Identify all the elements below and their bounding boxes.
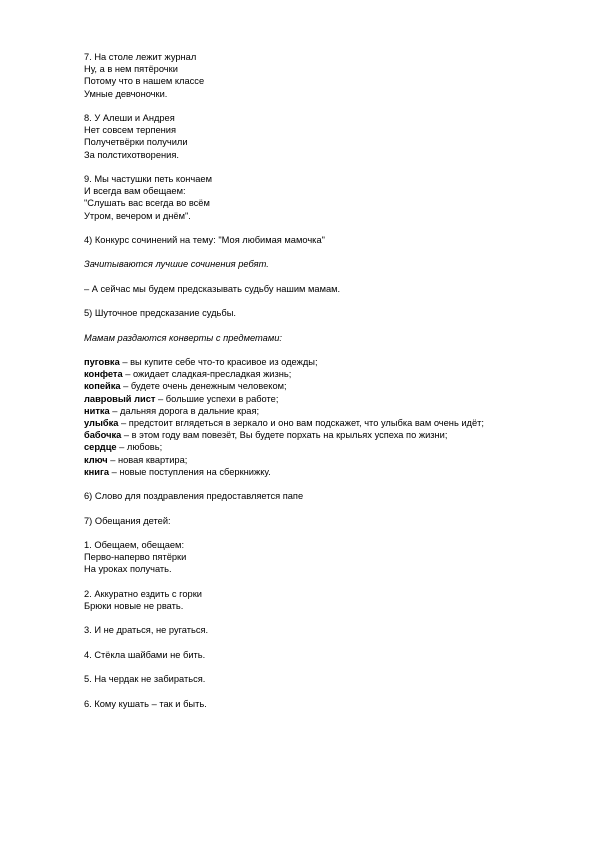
- fortune-item-text: – новая квартира;: [107, 454, 188, 465]
- fortune-item-text: – вы купите себе что-то красивое из одежды;: [119, 356, 318, 367]
- promise-5: 5. На чердак не забираться.: [84, 674, 206, 685]
- promise-line: Брюки новые не рвать.: [84, 600, 184, 611]
- fortune-item-text: – ожидает сладкая-пресладкая жизнь;: [122, 369, 292, 380]
- fortune-item-text: – большие успехи в работе;: [155, 393, 279, 404]
- fortune-item-text: – предстоит вглядеться в зеркало и оно вам подскажет, что улыбка вам очень идёт;: [118, 417, 484, 428]
- stanza-line: "Слушать вас всегда во всём: [84, 198, 210, 209]
- promise-3: 3. И не драться, не ругаться.: [84, 625, 209, 636]
- promise-line: Перво-наперво пятёрки: [84, 552, 187, 563]
- fortune-item: [84, 429, 584, 441]
- fortune-heading: 5) Шуточное предсказание судьбы.: [84, 308, 236, 319]
- fortune-item: [84, 466, 584, 478]
- fortune-item-name: улыбка: [84, 417, 119, 428]
- stanza-line: 7. На столе лежит журнал: [84, 52, 197, 62]
- contest-note: Зачитываются лучшие сочинения ребят.: [84, 259, 269, 270]
- fortune-item-name: нитка: [84, 405, 110, 416]
- fortune-item-text: – будете очень денежным человеком;: [120, 381, 287, 392]
- fortune-item-name: книга: [84, 466, 110, 477]
- promise-line: 1. Обещаем, обещаем:: [84, 539, 185, 550]
- dad-heading: 6) Слово для поздравления предоставляется папе: [84, 491, 304, 502]
- promises-heading: 7) Обещания детей:: [84, 515, 171, 526]
- fortune-item: [84, 417, 584, 429]
- fortune-item: [84, 368, 584, 380]
- stanza-8: [84, 112, 584, 161]
- fortune-item: [84, 393, 584, 405]
- fortune-item-name: копейка: [84, 381, 121, 392]
- fortune-item: [84, 380, 584, 392]
- contest-heading: 4) Конкурс сочинений на тему: "Моя любимая мамочка": [84, 235, 325, 245]
- promise-6: 6. Кому кушать – так и быть.: [84, 698, 207, 709]
- fortune-note: Мамам раздаются конверты с предметами:: [84, 332, 282, 343]
- promise-4: 4. Стёкла шайбами не бить.: [84, 649, 206, 660]
- stanza-line: Потому что в нашем классе: [84, 76, 205, 87]
- stanza-line: Ну, а в нем пятёрочки: [84, 64, 178, 75]
- fortune-item-name: ключ: [84, 454, 108, 465]
- fortune-item-name: сердце: [84, 442, 117, 453]
- stanza-line: 8. У Алеши и Андрея: [84, 113, 175, 123]
- promise-line: 2. Аккуратно ездить с горки: [84, 588, 202, 599]
- fortune-item-text: – новые поступления на сберкнижку.: [109, 466, 271, 477]
- fortune-item-text: – дальняя дорога в дальние края;: [109, 405, 260, 416]
- fortune-item: [84, 454, 584, 466]
- stanza-7: [84, 51, 584, 100]
- fortune-item: [84, 405, 584, 417]
- fortune-item-text: – в этом году вам повезёт, Вы будете порхать на крыльях успеха по жизни;: [121, 430, 448, 441]
- document-body: [84, 51, 584, 710]
- fortune-item: [84, 441, 584, 453]
- fortune-item-name: конфета: [84, 369, 123, 380]
- fortune-item-name: пуговка: [84, 356, 120, 367]
- stanza-9: [84, 173, 584, 222]
- promise-2: [84, 588, 584, 612]
- fortune-item: [84, 356, 584, 368]
- promise-1: [84, 539, 584, 576]
- fortune-item-name: бабочка: [84, 430, 122, 441]
- stanza-line: Утром, вечером и днём".: [84, 210, 191, 221]
- fortune-list: [84, 356, 584, 478]
- stanza-line: Получетвёрки получили: [84, 137, 188, 148]
- stanza-line: Умные девчоночки.: [84, 88, 168, 99]
- prediction-intro: – А сейчас мы будем предсказывать судьбу нашим мамам.: [84, 283, 341, 294]
- stanza-line: Нет совсем терпения: [84, 125, 177, 136]
- stanza-line: 9. Мы частушки петь кончаем: [84, 174, 212, 184]
- stanza-line: За полстихотворения.: [84, 149, 179, 160]
- stanza-line: И всегда вам обещаем:: [84, 186, 186, 197]
- fortune-item-text: – любовь;: [116, 442, 163, 453]
- fortune-item-name: лавровый лист: [84, 393, 156, 404]
- promise-line: На уроках получать.: [84, 564, 172, 575]
